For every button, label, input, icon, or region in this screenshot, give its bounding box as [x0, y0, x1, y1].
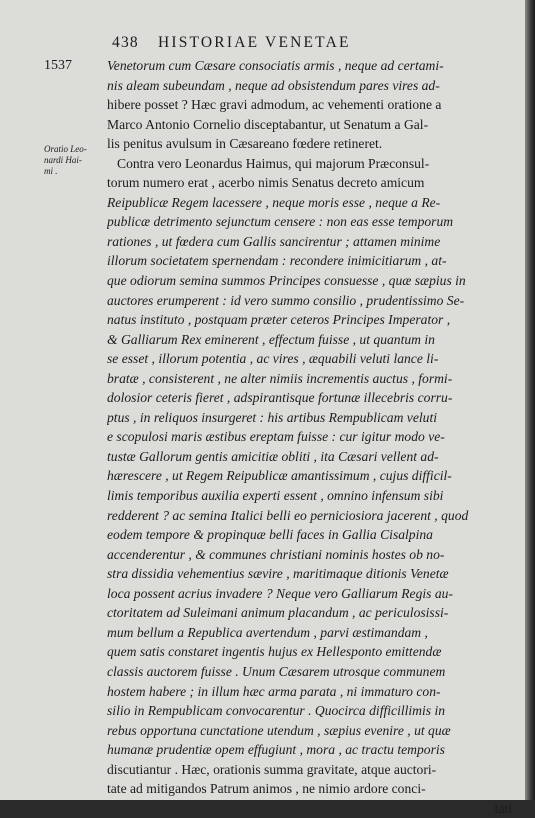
text-line: natus instituto , postquam præter ceteros Principes Imperator ,: [107, 312, 451, 328]
text-line: que odiorum semina summos Principes consuesse , quæ sæpius in: [107, 273, 466, 289]
text-line: mum bellum a Republica avertendum , parvi æstimandam ,: [107, 624, 428, 640]
margin-note-line: mi .: [44, 166, 58, 176]
text-line: bratæ , consisterent , ne alter nimiis incrementis auctus , formi-: [107, 370, 453, 386]
text-line: classis auctorem fuisse . Unum Cæsarem utrosque communem: [107, 663, 446, 679]
text-line: hibere posset ? Hæc gravi admodum, ac vehementi oratione a: [107, 97, 442, 113]
text-line: illorum societatem spernendam : recondere inimicitiarum , at-: [107, 253, 447, 269]
text-line: Reipublicæ Regem lacessere , neque moris esse , neque a Re-: [107, 194, 441, 210]
text-line: Venetorum cum Cæsare consociatis armis , neque ad certami-: [107, 58, 444, 73]
text-line: quem satis constaret ingentis hujus ex Hellesponto emittendæ: [107, 644, 442, 660]
text-line: rebus opportuna cunctatione utendum , sæpius evenire , ut quæ: [107, 722, 451, 738]
margin-note: [44, 144, 102, 177]
text-line: ctoritatem ad Suleimani animum placandum , ac periculosissi-: [107, 605, 449, 621]
text-line: tustæ Gallorum gentis amicitiæ obliti , ita Cæsari vellent ad-: [107, 448, 439, 464]
text-line: stra dissidia vehementius sævire , maritimaque ditionis Venetæ: [107, 566, 449, 582]
text-line: nis aleam subeundam , neque ad obsistendum pares vires ad-: [107, 77, 440, 93]
text-line: loca possent acrius invadere ? Neque vero Galliarum Regis au-: [107, 585, 453, 601]
text-line: se esset , illorum potentia , ac vires , æquabili veluti lance li-: [107, 351, 439, 367]
running-header: [112, 34, 351, 52]
text-line: redderent ? ac semina Italici belli eo perniciosiora jacerent , quod: [107, 507, 469, 523]
page-edge-shadow: [525, 0, 535, 800]
text-line: humanæ prudentiæ opem effugiunt , mora , ac tractu temporis: [107, 742, 445, 758]
text-line: rationes , ut fœdera cum Gallis sancirentur ; attamen minime: [107, 233, 441, 249]
text-line: hostem habere ; in illum hæc arma parata , ni immaturo con-: [107, 683, 441, 699]
running-title: HISTORIAE VENETAE: [157, 34, 351, 51]
text-line: hærescere , ut Regem Reipublicæ amantissimum , cujus difficil-: [107, 468, 452, 484]
margin-note-line: Oratio Leo-: [44, 144, 87, 154]
text-line: Marco Antonio Cornelio disceptabantur, ut Senatum a Gal-: [107, 116, 429, 132]
text-line: torum numero erat , acerbo nimis Senatus decreto amicum: [107, 175, 425, 191]
text-line: lis penitus avulsum in Cæsareano fœdere retineret.: [107, 136, 383, 152]
text-line: & Galliarum Rex eminerent , effectum fuisse , ut quantum in: [107, 331, 435, 347]
text-line: auctores erumperent : id vero summo consilio , prudentissimo Se-: [107, 292, 465, 308]
text-line: tati: [494, 800, 512, 816]
text-line: silio in Rempublicam convocarentur . Quocirca difficillimis in: [107, 703, 446, 719]
text-line: publicæ detrimento sejunctum censere : non eas esse temporum: [107, 214, 454, 230]
text-line: dolosior ceteris fieret , adspirantisque fortunæ illecebris corru-: [107, 390, 453, 406]
text-line: e scopulosi maris æstibus ereptam fuisse : cur igitur modo ve-: [107, 429, 445, 445]
text-line: discutiantur . Hæc, orationis summa gravitate, atque auctori-: [107, 761, 437, 777]
text-line: limis temporibus auxilia experti essent , omnino infensum sibi: [107, 488, 444, 504]
text-line: Contra vero Leonardus Haimus, qui majorum Præconsul-: [117, 155, 430, 171]
text-line: accenderentur , & communes christiani nominis hostes ob no-: [107, 546, 445, 562]
margin-note-line: nardi Hai-: [44, 155, 82, 165]
text-line: eodem tempore & propinquæ belli faces in Gallia Cisalpina: [107, 527, 433, 543]
text-line: ptus , in reliquos insurgeret : his artibus Rempublicam veluti: [107, 409, 437, 425]
body-text: [107, 56, 512, 818]
margin-year: 1537: [44, 58, 72, 73]
text-line: tate ad mitigandos Patrum animos , ne nimio ardore conci-: [107, 781, 426, 797]
page-number: 438: [112, 34, 139, 51]
